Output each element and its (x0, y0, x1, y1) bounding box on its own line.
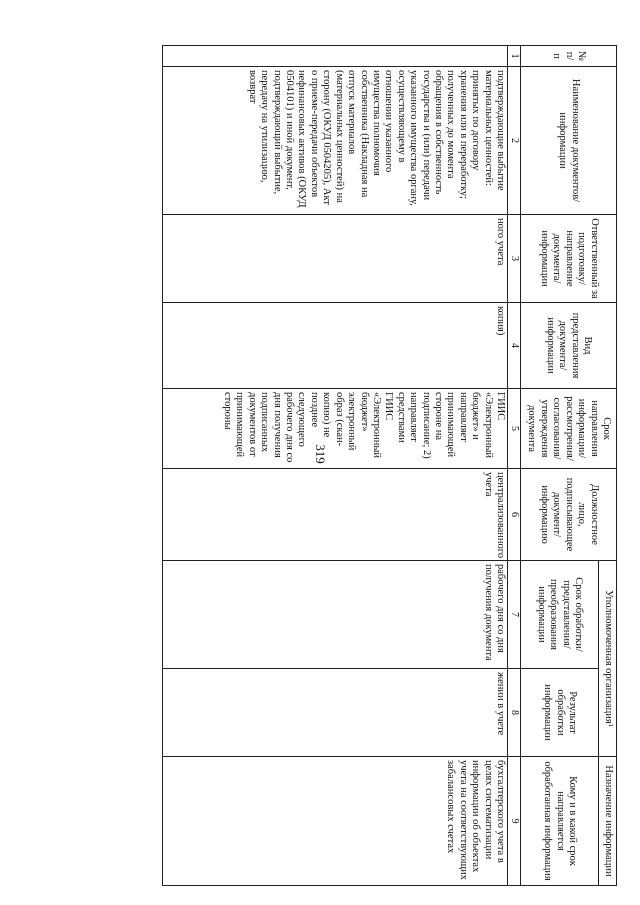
header-responsible: Ответственный за подготовку/ направление документа/ информации (521, 215, 617, 303)
row-num-cell (163, 46, 508, 67)
column-number: 5 (508, 389, 521, 469)
column-number: 9 (508, 757, 521, 886)
row-form-cell: копия) (163, 303, 508, 389)
column-number: 3 (508, 215, 521, 303)
row-responsible-cell: ного учета (163, 215, 508, 303)
header-processing-term: Срок обработки/ представления/ преобразования информации (521, 561, 599, 669)
column-number: 8 (508, 669, 521, 757)
row-processing-term-cell: рабочего дня со дня получения документа (163, 561, 508, 669)
row-purpose-cell: бухгалтерского учета в целях систематизации информации об объектах учета на соответствующих забалансовых счетах (163, 757, 508, 886)
header-purpose: Назначение информации (599, 757, 617, 886)
header-form: Вид представления документа/ информации (521, 303, 617, 389)
row-doc-name-cell: подтверждающие выбытие материальных ценностей: принятых по договору хранения или в переработку; полученных до момента обращения в собственность государства и (или) передачи указанного имущества органу, осуществляющему в отношении указанного имущества полномочия собственника (Накладная на отпуск материалов (материальных ценностей) на сторону (ОКУД 0504205), Акт о приеме-передачи объектов нефинансовых активов (ОКУД 0504101) и иной документ, подтверждающий выбытие, передачу на утилизацию, возврат (163, 67, 508, 215)
document-table (162, 45, 617, 886)
column-number: 1 (508, 46, 521, 67)
header-purpose-recipient: Кому и в какой срок направляется обработанная информация (521, 757, 599, 886)
header-authorized-org: Уполномоченная организация¹ (599, 561, 617, 757)
rotated-page-content (162, 45, 617, 885)
header-deadline: Срок направления информации/ рассмотрения/ согласования/ утверждения документа (521, 389, 617, 469)
column-number: 6 (508, 469, 521, 561)
header-doc-name: Наименование документов/ информации (521, 67, 617, 215)
header-processing-result: Результат обработки информации (521, 669, 599, 757)
row-signatory-cell: централизованного учета (163, 469, 508, 561)
page-number: 319 (313, 444, 328, 464)
column-number: 4 (508, 303, 521, 389)
header-signatory: Должностное лицо, подписывающее документ/ информацию (521, 469, 617, 561)
header-num: № п/п (521, 46, 617, 67)
column-number: 2 (508, 67, 521, 215)
column-number: 7 (508, 561, 521, 669)
row-deadline-cell: ГИИС «Электронный бюджет» и направляет принимающей стороне на подписание; 2) направляет средствами ГИИС «Электронный бюджет» электронный образ (скан-копию) не позднее следующего рабочего дня со дня получения подписанных документов от принимающей стороны (163, 389, 508, 469)
row-processing-result-cell: жении в учете (163, 669, 508, 757)
